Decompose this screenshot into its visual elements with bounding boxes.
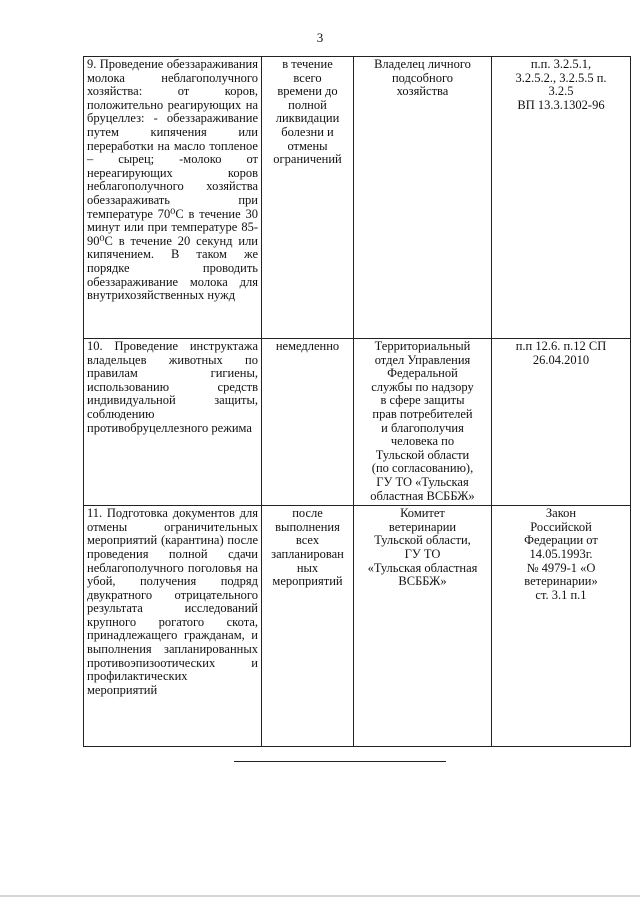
term-cell [262,339,354,506]
end-separator-line [234,761,446,762]
responsible-text: Комитет ветеринарии Тульской области, ГУ ТО «Тульская областная ВСББЖ» [367,506,478,589]
basis-cell [492,339,631,506]
event-text: 10. Проведение инструктажа владельцев животных по правилам гигиены, использованию средств индивидуальной защиты, соблюдению противобруцеллезного режима [87,339,258,435]
measures-table [83,56,631,747]
event-cell [84,339,262,506]
basis-text: п.п 12.6. п.12 СП 26.04.2010 [515,339,607,367]
table-row [84,506,631,747]
basis-cell [492,57,631,339]
event-text: 11. Подготовка документов для отмены ограничительных мероприятий (карантина) после проведения полной сдачи неблагополучного поголовья на убой, получения подряд двукратного отрицательного результата исследований крупного рогатого скота, принадлежащего гражданам, и выполнения запланированных противоэпизоотических и профилактических мероприятий [87,506,258,697]
term-cell [262,506,354,747]
basis-text: Закон Российской Федерации от 14.05.1993г. № 4979-1 «О ветеринарии» ст. 3.1 п.1 [524,506,598,602]
basis-cell [492,506,631,747]
term-text: в течение всего времени до полной ликвидации болезни и отмены ограничений [273,57,342,167]
table-row [84,339,631,506]
event-cell [84,57,262,339]
term-text: немедленно [275,339,340,353]
basis-text: п.п. 3.2.5.1, 3.2.5.2., 3.2.5.5 п. 3.2.5 ВП 13.3.1302-96 [515,57,607,112]
responsible-cell [354,339,492,506]
table-row [84,57,631,339]
responsible-cell [354,506,492,747]
event-text: 9. Проведение обеззараживания молока неблагополучного хозяйства: от коров, положительно реагирующих на бруцеллез: - обеззараживание путем кипячения или переработки на масло топленое – сырец; -молоко от нереагирующих коров неблагополучного хозяйства обеззараживать при температуре 70⁰С в течение 30 минут или при температуре 85-90⁰С в течение 20 секунд или кипячением. В таком же порядке проводить обеззараживание молока для внутрихозяйственных нужд [87,57,258,303]
term-cell [262,57,354,339]
event-cell [84,506,262,747]
page-number: 3 [316,30,324,45]
scan-edge [0,895,640,897]
responsible-cell [354,57,492,339]
term-text: после выполнения всех запланирован ных мероприятий [271,506,344,589]
responsible-text: Территориальный отдел Управления Федеральной службы по надзору в сфере защиты прав потребителей и благополучия человека по Тульской области (по согласованию), ГУ ТО «Тульская областная ВСББЖ» [370,339,475,503]
responsible-text: Владелец личного подсобного хозяйства [374,57,471,99]
